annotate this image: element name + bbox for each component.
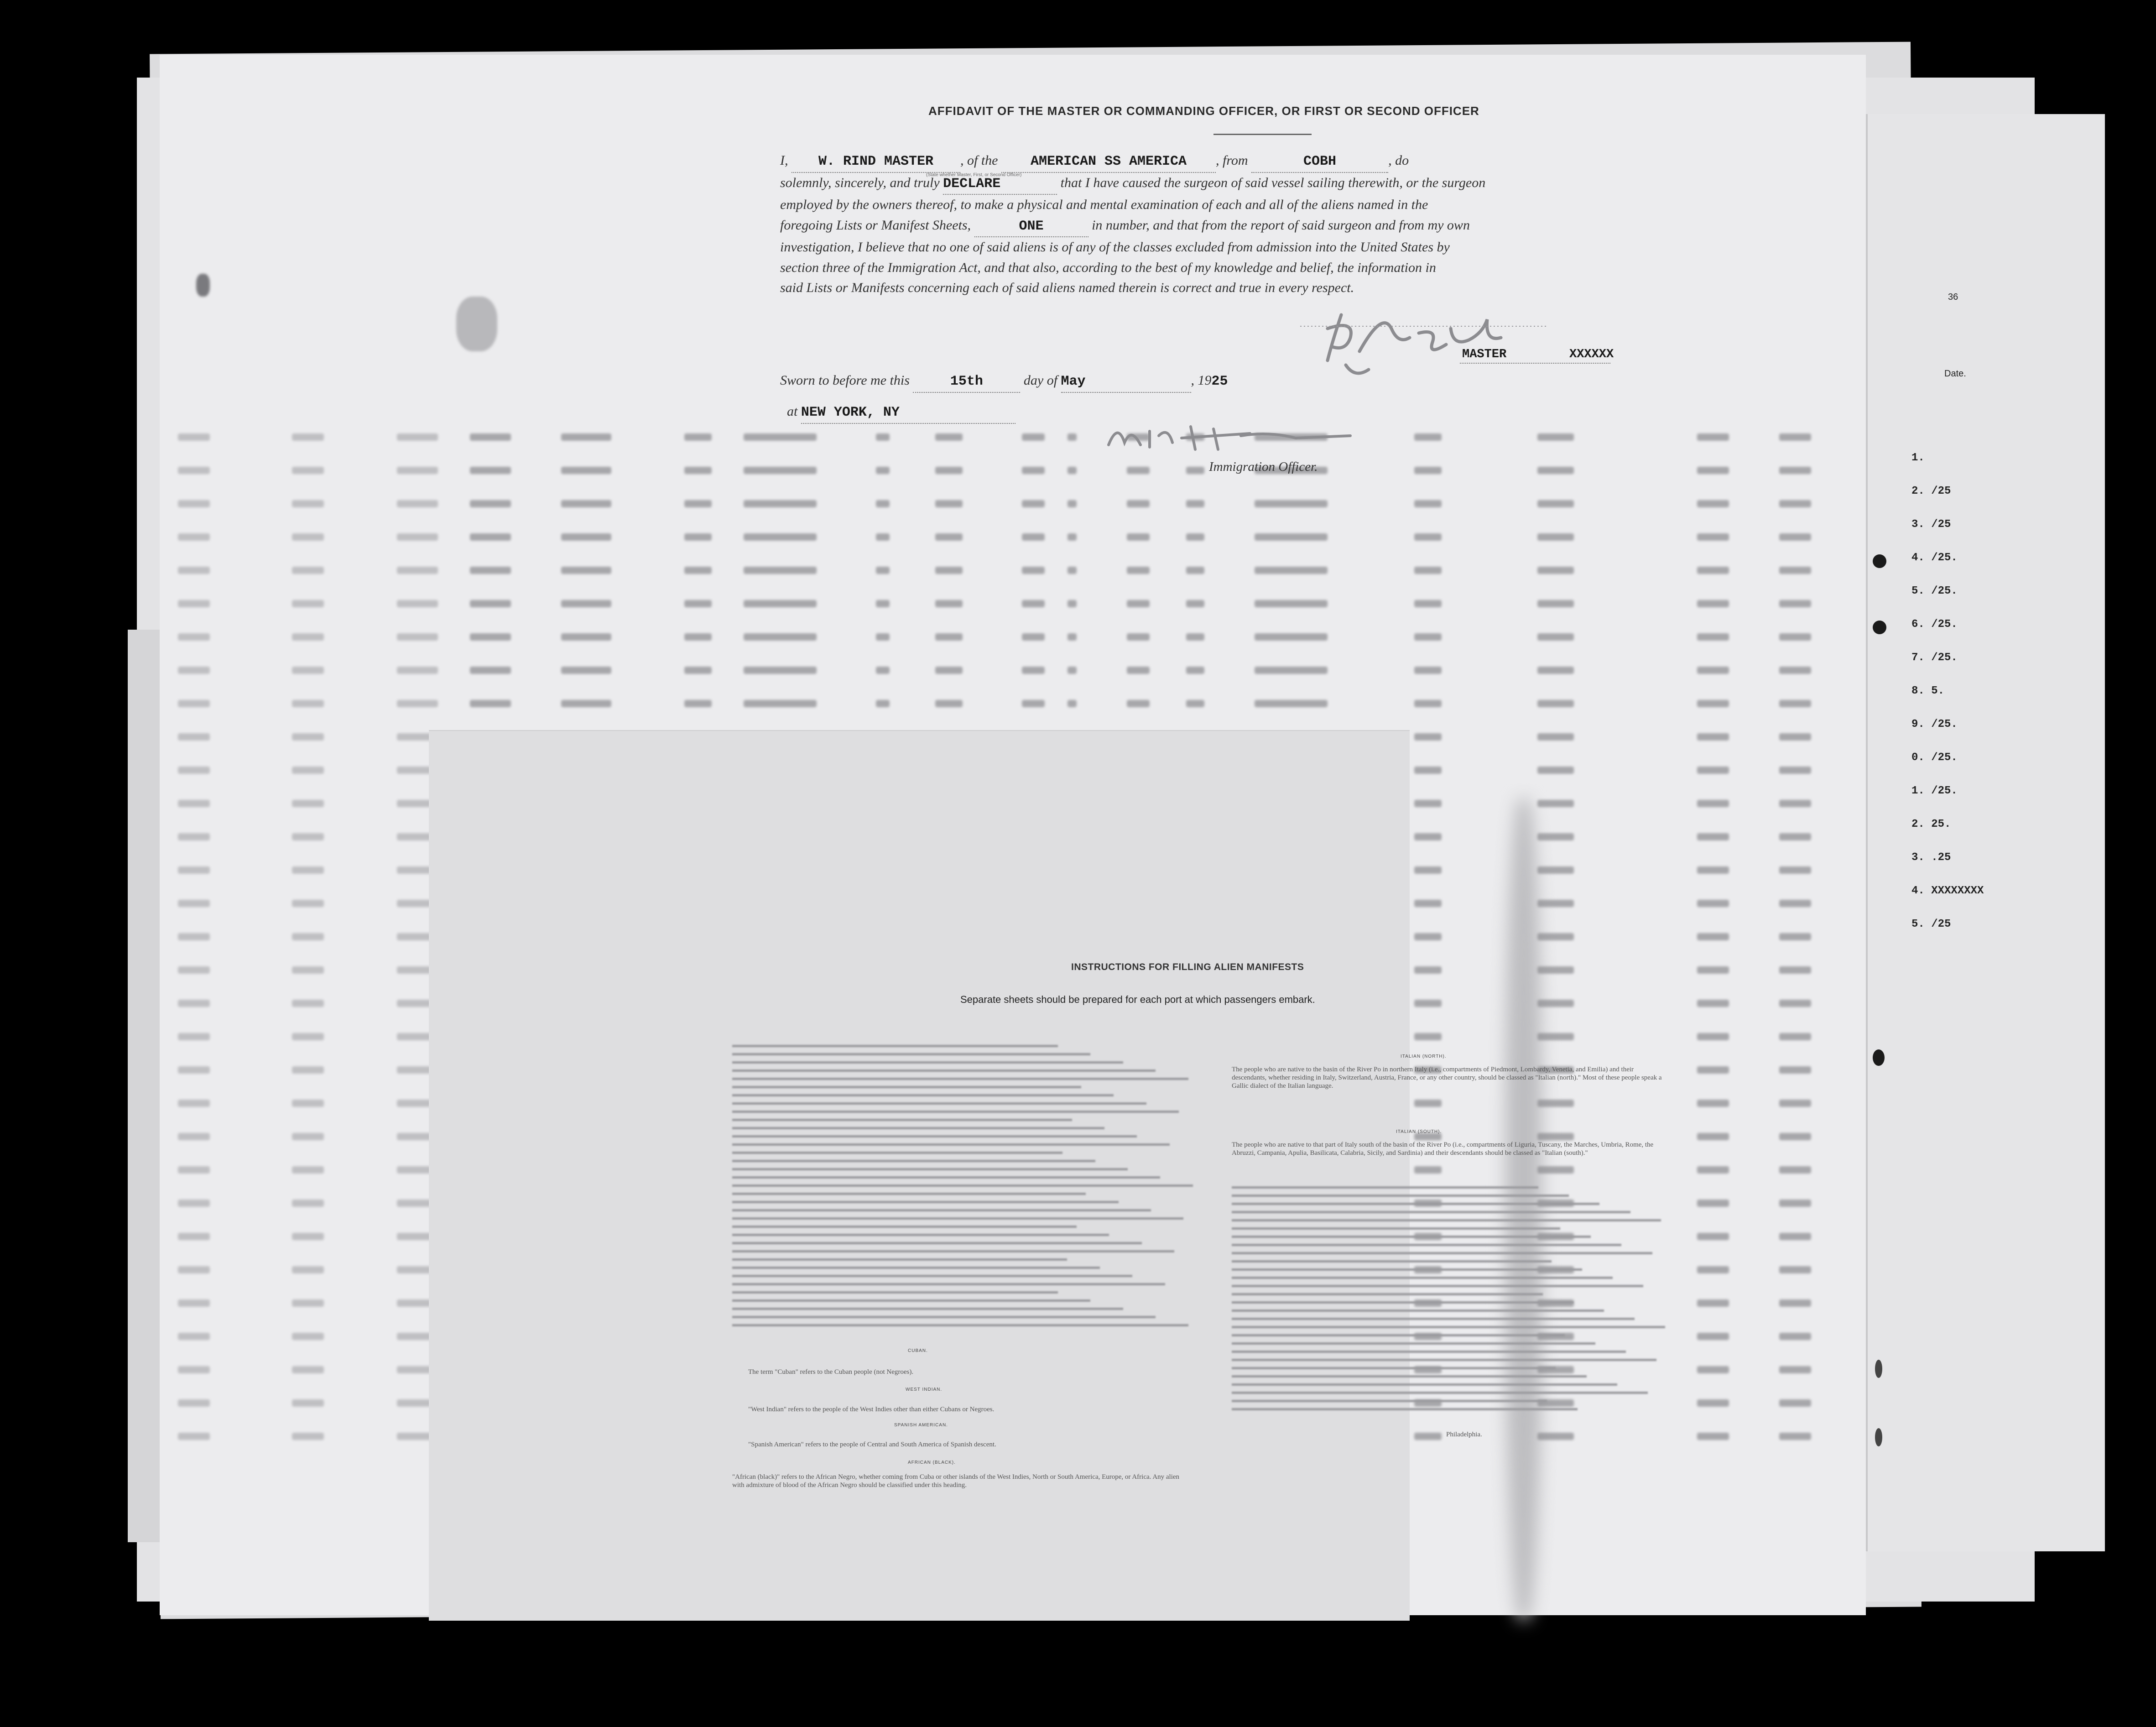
departure-port-field: COBH <box>1251 151 1388 173</box>
punch-hole <box>1873 621 1886 634</box>
affidavit-line-6: section three of the Immigration Act, and that also, according to the best of my knowledge and belief, the information in <box>780 260 1436 275</box>
instructions-right-column <box>1232 1186 1670 1416</box>
instructions-left-column <box>732 1045 1198 1332</box>
date-entry: 1. <box>1911 452 1925 464</box>
date-entry: 2. /25 <box>1911 485 1951 497</box>
instructions-subtitle: Separate sheets should be prepared for each port at which passengers embark. <box>960 994 1315 1005</box>
right-manifest-sheet <box>1866 114 2105 1551</box>
manifest-row-blur <box>173 667 1861 676</box>
date-entry: 5. /25. <box>1911 585 1958 597</box>
punch-hole <box>1873 554 1886 568</box>
italian-south-definition: The people who are native to that part of Italy south of the basin of the River Po (i.e., compartments of Liguria, Tuscany, the Marches, Umbria, Rome, the Abruzzi, Campania, Apulia, Basilicata, Calabria, Sicily, and Sardinia) and their descendants should be classed as "Italian (south)." <box>1232 1141 1654 1157</box>
heading-spanish-american: SPANISH AMERICAN. <box>894 1423 948 1428</box>
manifest-row-blur <box>173 433 1861 443</box>
immigration-officer-signature <box>1104 417 1359 459</box>
punch-hole <box>1875 1360 1882 1378</box>
manifest-row-blur <box>173 533 1861 543</box>
date-entry: 3. .25 <box>1911 851 1951 864</box>
west-indian-definition: "West Indian" refers to the people of the West Indies other than either Cubans or Negroes. <box>748 1406 995 1413</box>
italian-north-definition: The people who are native to the basin of the River Po in northern Italy (i.e., compartments of Piedmont, Lombardy, Venetia, and Emilia) and their descendants, whether residing in Italy, Switzerland, Austria, France, or any other country, should be classed as "Italian (north)." Most of these people speak a Gallic dialect of the Italian language. <box>1232 1066 1662 1090</box>
affidavit-body <box>780 151 1633 298</box>
signature-line <box>1460 363 1610 364</box>
signature-title: MASTER <box>1462 348 1507 361</box>
cuban-definition: The term "Cuban" refers to the Cuban people (not Negroes). <box>748 1368 914 1376</box>
date-entry: 3. /25 <box>1911 518 1951 531</box>
affidavit-line-3: employed by the owners thereof, to make a physical and mental examination of each and all of the aliens named in the <box>780 197 1428 212</box>
spanish-american-definition: "Spanish American" refers to the people of Central and South America of Spanish descent. <box>748 1441 996 1448</box>
date-entry: 9. /25. <box>1911 718 1958 730</box>
page-number: 36 <box>1948 292 1958 302</box>
immigration-officer-label: Immigration Officer. <box>1209 459 1318 474</box>
african-definition: "African (black)" refers to the African Negro, whether coming from Cuba or other islands of the West Indies, North or South America, Europe, or Africa. Any alien with admixture of blood of the African Negro should be classified under this heading. <box>732 1473 1180 1489</box>
heading-african: AFRICAN (BLACK). <box>908 1460 956 1465</box>
date-entry: 7. /25. <box>1911 652 1958 664</box>
stain-mark <box>196 274 210 297</box>
manifest-row-blur <box>173 567 1861 576</box>
date-entry: 4. XXXXXXXX <box>1911 885 1984 897</box>
master-signature <box>1300 301 1556 379</box>
heading-cuban: CUBAN. <box>908 1348 928 1353</box>
officer-caption: (State whether Master, First, or Second Officer) <box>926 172 1022 177</box>
sworn-day-field: 15th <box>913 371 1020 393</box>
affidavit-line-1: I, W. RIND MASTER , of the AMERICAN SS AMERICA , from COBH , do <box>780 151 1633 173</box>
sworn-statement: Sworn to before me this 15th day of May , 1925 <box>780 370 1228 393</box>
officer-name-field: W. RIND MASTER <box>792 151 960 173</box>
philadelphia-text: Philadelphia. <box>1446 1431 1482 1438</box>
date-entry: 8. 5. <box>1911 685 1945 697</box>
title-underline <box>1213 134 1312 135</box>
date-entry: 0. /25. <box>1911 751 1958 764</box>
affidavit-title: AFFIDAVIT OF THE MASTER OR COMMANDING OFFICER, OR FIRST OR SECOND OFFICER <box>928 104 1479 118</box>
punch-hole <box>1873 1049 1885 1066</box>
declare-field: DECLARE <box>943 174 1057 195</box>
punch-hole <box>1875 1428 1882 1446</box>
sworn-month-field: May <box>1061 371 1191 393</box>
heading-west-indian: WEST INDIAN. <box>906 1387 943 1392</box>
instructions-title: INSTRUCTIONS FOR FILLING ALIEN MANIFESTS <box>1071 962 1304 972</box>
left-edge-sheet <box>128 630 164 1542</box>
sworn-place-field: NEW YORK, NY <box>801 402 1016 424</box>
sworn-place-line: at NEW YORK, NY <box>787 402 1016 424</box>
date-column-header: Date. <box>1944 369 1966 379</box>
affidavit-line-7: said Lists or Manifests concerning each of said aliens named therein is correct and true in every respect. <box>780 280 1354 295</box>
stain-mark <box>456 297 497 351</box>
manifest-row-blur <box>173 500 1861 509</box>
date-entry: 6. /25. <box>1911 618 1958 631</box>
heading-italian-south: ITALIAN (SOUTH). <box>1396 1129 1442 1134</box>
date-entry: 4. /25. <box>1911 552 1958 564</box>
vessel-name-field: AMERICAN SS AMERICA <box>1001 151 1216 173</box>
manifest-row-blur <box>173 467 1861 476</box>
signature-title-struck: XXXXXX <box>1569 348 1614 361</box>
manifest-row-blur <box>173 600 1861 609</box>
heading-italian-north: ITALIAN (NORTH). <box>1401 1054 1447 1059</box>
date-entry: 2. 25. <box>1911 818 1951 830</box>
affidavit-line-4: foregoing Lists or Manifest Sheets, ONE in number, and that from the report of said surgeon and from my own <box>780 215 1633 238</box>
date-entry: 5. /25 <box>1911 918 1951 930</box>
manifest-row-blur <box>173 700 1861 709</box>
affidavit-line-2: solemnly, sincerely, and truly DECLARE that I have caused the surgeon of said vessel sailing therewith, or the surgeon <box>780 173 1633 195</box>
sheet-count-field: ONE <box>974 216 1088 238</box>
sworn-year-field: 25 <box>1211 374 1228 389</box>
manifest-row-blur <box>173 633 1861 642</box>
date-entry: 1. /25. <box>1911 785 1958 797</box>
affidavit-line-5: investigation, I believe that no one of said aliens is of any of the classes excluded from admission into the United States by <box>780 240 1450 255</box>
